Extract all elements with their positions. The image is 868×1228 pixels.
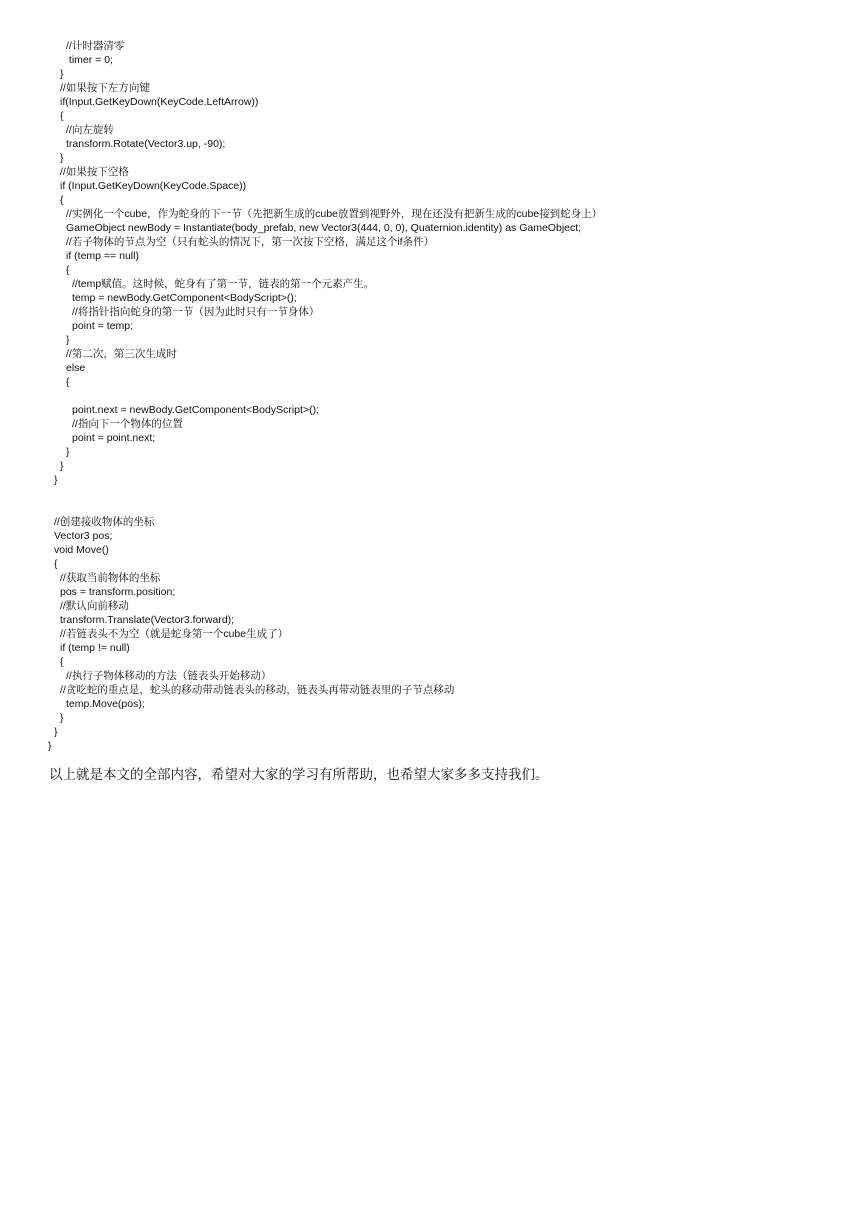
code-line: //第二次，第三次生成时 [66, 348, 177, 360]
code-line: //向左旋转 [66, 124, 114, 136]
code-line: point = temp; [72, 320, 133, 332]
code-line [48, 389, 848, 403]
code-line: transform.Rotate(Vector3.up, -90); [66, 138, 226, 150]
code-line: } [54, 474, 58, 486]
code-line: //贪吃蛇的重点是，蛇头的移动带动链表头的移动，链表头再带动链表里的子节点移动 [60, 684, 455, 696]
code-line: } [60, 712, 64, 724]
code-line: //默认向前移动 [60, 600, 129, 612]
code-line: //若子物体的节点为空（只有蛇头的情况下，第一次按下空格，满足这个if条件） [66, 236, 435, 248]
code-line: //如果按下左方向键 [60, 82, 150, 94]
code-line: //实例化一个cube，作为蛇身的下一节（先把新生成的cube放置到视野外，现在还没有把新生成的cube接到蛇身上） [66, 208, 603, 220]
code-line: transform.Translate(Vector3.forward); [60, 614, 235, 626]
code-line: if (temp != null) [60, 642, 130, 654]
code-line: //若链表头不为空（就是蛇身第一个cube生成了） [60, 628, 289, 640]
code-line: point = point.next; [72, 432, 156, 444]
closing-paragraph: 以上就是本文的全部内容，希望对大家的学习有所帮助，也希望大家多多支持我们。 [49, 767, 549, 782]
code-block [48, 39, 848, 753]
code-line: //计时器清零 [66, 40, 125, 52]
code-line: { [60, 194, 64, 206]
code-line: temp = newBody.GetComponent<BodyScript>(); [72, 292, 297, 304]
code-line: } [60, 152, 64, 164]
code-line: if (Input.GetKeyDown(KeyCode.Space)) [60, 180, 247, 192]
code-line: } [60, 68, 64, 80]
code-line: temp.Move(pos); [66, 698, 145, 710]
code-line: if (temp == null) [66, 250, 139, 262]
code-line: { [66, 376, 70, 388]
code-line: //指向下一个物体的位置 [72, 418, 183, 430]
code-line: //获取当前物体的坐标 [60, 572, 161, 584]
code-line: else [66, 362, 86, 374]
code-line: //temp赋值。这时候，蛇身有了第一节，链表的第一个元素产生。 [72, 278, 375, 290]
code-line: if(Input.GetKeyDown(KeyCode.LeftArrow)) [60, 96, 259, 108]
code-line: } [60, 460, 64, 472]
code-line: pos = transform.position; [60, 586, 176, 598]
code-line: //将指针指向蛇身的第一节（因为此时只有一节身体） [72, 306, 320, 318]
code-line: point.next = newBody.GetComponent<BodyScript>(); [72, 404, 319, 416]
code-line: { [60, 656, 64, 668]
code-line: } [66, 446, 70, 458]
code-line: } [66, 334, 70, 346]
code-line: Vector3 pos; [54, 530, 113, 542]
code-line: } [54, 726, 58, 738]
code-line: } [48, 740, 52, 752]
code-line: { [60, 110, 64, 122]
code-line: GameObject newBody = Instantiate(body_prefab, new Vector3(444, 0, 0), Quaternion.identity) as GameObject; [66, 222, 582, 234]
code-line: //创建接收物体的坐标 [54, 516, 155, 528]
code-line [48, 501, 848, 515]
code-line: { [66, 264, 70, 276]
code-line: timer = 0; [66, 54, 113, 66]
code-line: { [54, 558, 58, 570]
code-line [48, 487, 848, 501]
code-line: //如果按下空格 [60, 166, 129, 178]
code-line: void Move() [54, 544, 109, 556]
code-line: //执行子物体移动的方法（链表头开始移动） [66, 670, 272, 682]
